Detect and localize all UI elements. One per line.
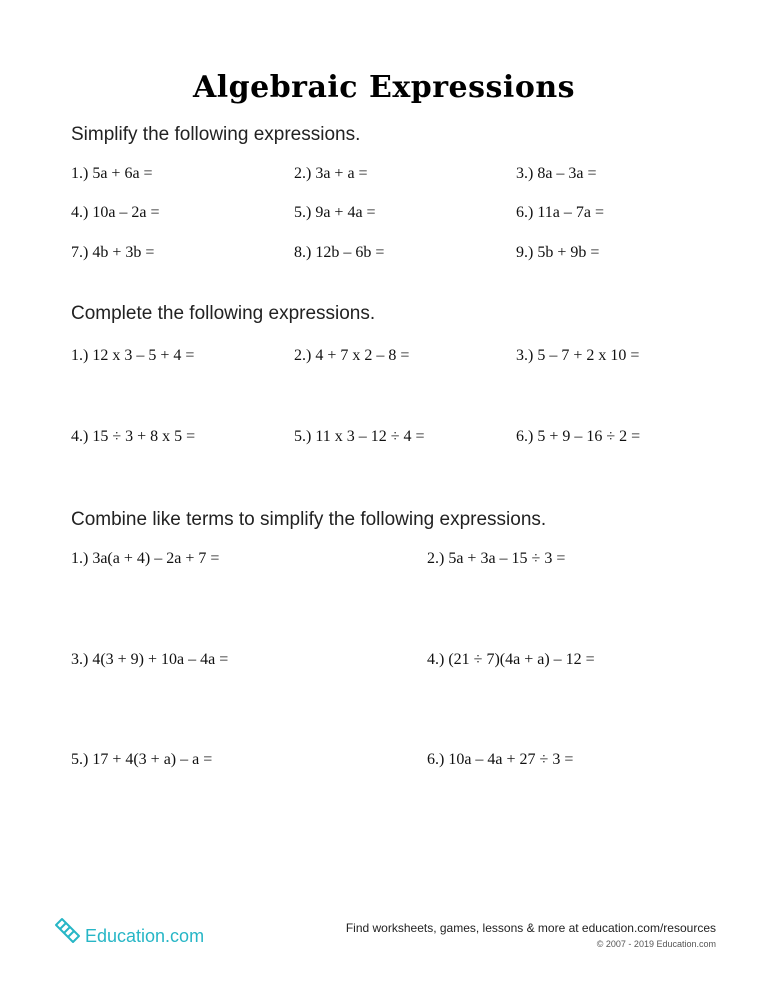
problem-item: 4.) (21 ÷ 7)(4a + a) – 12 = [427, 651, 595, 668]
section-heading-simplify: Simplify the following expressions. [71, 124, 361, 145]
problem-item: 6.) 5 + 9 – 16 ÷ 2 = [516, 428, 641, 445]
problem-item: 1.) 5a + 6a = [71, 165, 153, 182]
education-logo[interactable] [53, 914, 204, 947]
footer-copyright: © 2007 - 2019 Education.com [596, 939, 716, 949]
problem-item: 6.) 10a – 4a + 27 ÷ 3 = [427, 751, 574, 768]
problem-item: 5.) 9a + 4a = [294, 204, 376, 221]
problem-item: 8.) 12b – 6b = [294, 244, 385, 261]
problem-item: 3.) 4(3 + 9) + 10a – 4a = [71, 651, 229, 668]
problem-item: 5.) 11 x 3 – 12 ÷ 4 = [294, 428, 425, 445]
problem-item: 1.) 12 x 3 – 5 + 4 = [71, 347, 195, 364]
problem-item: 9.) 5b + 9b = [516, 244, 600, 261]
worksheet-title: Algebraic Expressions [192, 70, 576, 105]
footer-tagline[interactable]: Find worksheets, games, lessons & more at education.com/resources [345, 921, 716, 935]
section-heading-combine: Combine like terms to simplify the following expressions. [71, 509, 547, 530]
problem-item: 2.) 4 + 7 x 2 – 8 = [294, 347, 410, 364]
education-logo-icon [53, 917, 81, 945]
problem-item: 2.) 3a + a = [294, 165, 368, 182]
section-heading-complete: Complete the following expressions. [71, 303, 376, 324]
problem-item: 3.) 8a – 3a = [516, 165, 597, 182]
logo-text: Education.com [85, 926, 205, 946]
problem-item: 2.) 5a + 3a – 15 ÷ 3 = [427, 550, 566, 567]
problem-item: 5.) 17 + 4(3 + a) – a = [71, 751, 213, 768]
problem-item: 6.) 11a – 7a = [516, 204, 604, 221]
problem-item: 1.) 3a(a + 4) – 2a + 7 = [71, 550, 220, 567]
problem-item: 3.) 5 – 7 + 2 x 10 = [516, 347, 640, 364]
problem-item: 4.) 15 ÷ 3 + 8 x 5 = [71, 428, 196, 445]
problem-item: 7.) 4b + 3b = [71, 244, 155, 261]
problem-item: 4.) 10a – 2a = [71, 204, 160, 221]
